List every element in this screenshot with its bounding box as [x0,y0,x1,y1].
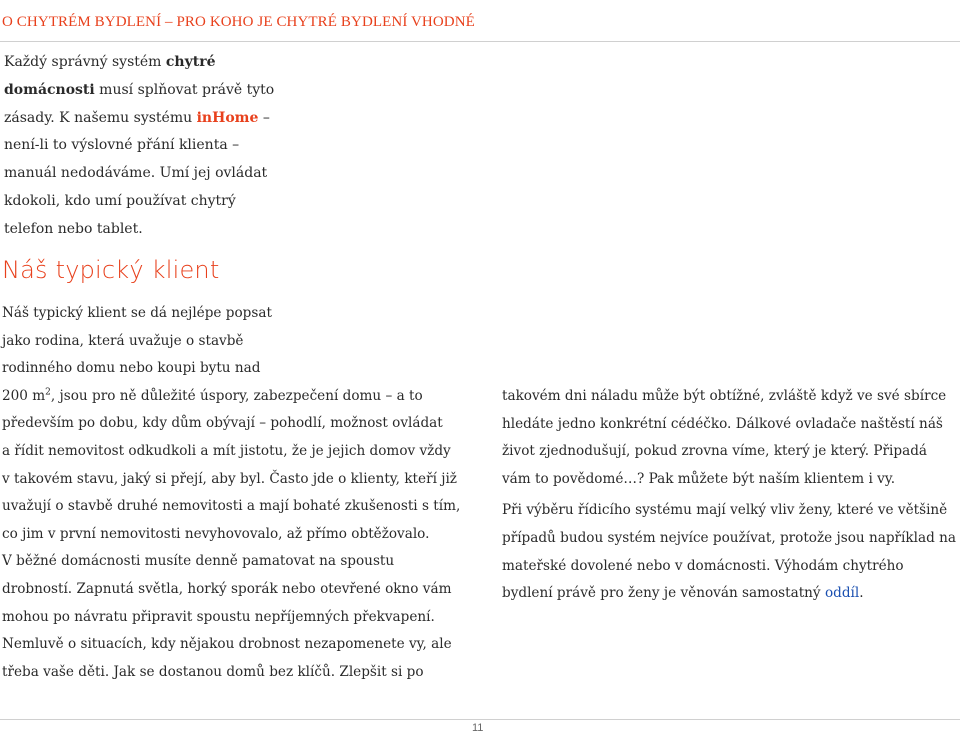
header-divider [0,41,960,42]
body-line: uvažují o stavbě druhé nemovitosti a mají bohaté zkušenosti s tím, [2,498,461,515]
intro-bold: chytré [165,54,216,70]
body-line: v takovém stavu, jaký si přejí, aby byl. Často jde o klienty, kteří již [2,470,457,487]
body-line: . [859,585,864,602]
body-line: bydlení právě pro ženy je věnován samostatný [502,585,825,602]
intro-text: Každý správný systém [4,54,166,70]
body-line: Při výběru řídicího systému mají velký vliv ženy, které ve většině [502,502,948,519]
page-number: 11 [472,722,484,734]
intro-paragraph [4,49,274,244]
body-column-left [2,300,472,686]
body-line: 200 m [2,387,46,404]
body-line: především po dobu, kdy dům obývají – pohodlí, možnost ovládat [2,415,443,432]
body-line: případů budou systém nejvíce používat, protože jsou například na [502,529,956,546]
body-line: vám to povědomé…? Pak můžete být naším klientem i vy. [502,470,896,487]
body-line: drobností. Zapnutá světla, horký sporák nebo otevřené okno vám [2,580,452,597]
body-line: co jim v první nemovitosti nevyhovovalo, až přímo obtěžovalo. [2,525,430,542]
section-heading: Náš typický klient [2,256,220,284]
intro-text: musí splňovat právě tyto [94,81,275,98]
superscript: 2 [45,387,51,398]
body-line: takovém dni náladu může být obtížné, zvláště když ve své sbírce [502,388,947,404]
body-line: V běžné domácnosti musíte denně pamatovat na spoustu [2,553,395,570]
intro-bold: domácnosti [4,81,95,98]
intro-text: kdokoli, kdo umí používat chytrý [4,192,236,209]
intro-text: není-li to výslovné přání klienta – [4,137,240,154]
intro-text: telefon nebo tablet. [4,220,143,237]
brand-name: inHome [196,109,259,126]
body-line: , jsou pro ně důležité úspory, zabezpečení domu – a to [50,387,423,404]
body-line: mateřské dovolené nebo v domácnosti. Výhodám chytrého [502,557,904,574]
body-line: rodinného domu nebo koupi bytu nad [2,360,261,377]
body-line: Nemluvě o situacích, kdy nějakou drobnost nezapomenete vy, ale [2,636,452,653]
intro-text: – [258,109,270,126]
running-header: O CHYTRÉM BYDLENÍ – PRO KOHO JE CHYTRÉ BYDLENÍ VHODNÉ [2,14,475,30]
body-line: hledáte jedno konkrétní cédéčko. Dálkové ovladače naštěstí náš [502,415,943,432]
section-link[interactable]: oddíl [824,585,860,602]
intro-text: manuál nedodáváme. Umí jej ovládat [4,165,268,182]
body-line: jako rodina, která uvažuje o stavbě [2,332,244,349]
body-line: a řídit nemovitost odkudkoli a mít jistotu, že je jejich domov vždy [2,442,451,459]
footer-divider [0,719,960,720]
body-column-right [502,383,960,608]
body-line: třeba vaše děti. Jak se dostanou domů bez klíčů. Zlepšit si po [2,663,424,680]
intro-text: zásady. K našemu systému [4,109,197,126]
body-line: mohou po návratu připravit spoustu nepříjemných překvapení. [2,608,435,625]
body-line: život zjednodušují, pokud zrovna víme, který je který. Připadá [502,443,928,460]
body-line: Náš typický klient se dá nejlépe popsat [2,305,272,321]
